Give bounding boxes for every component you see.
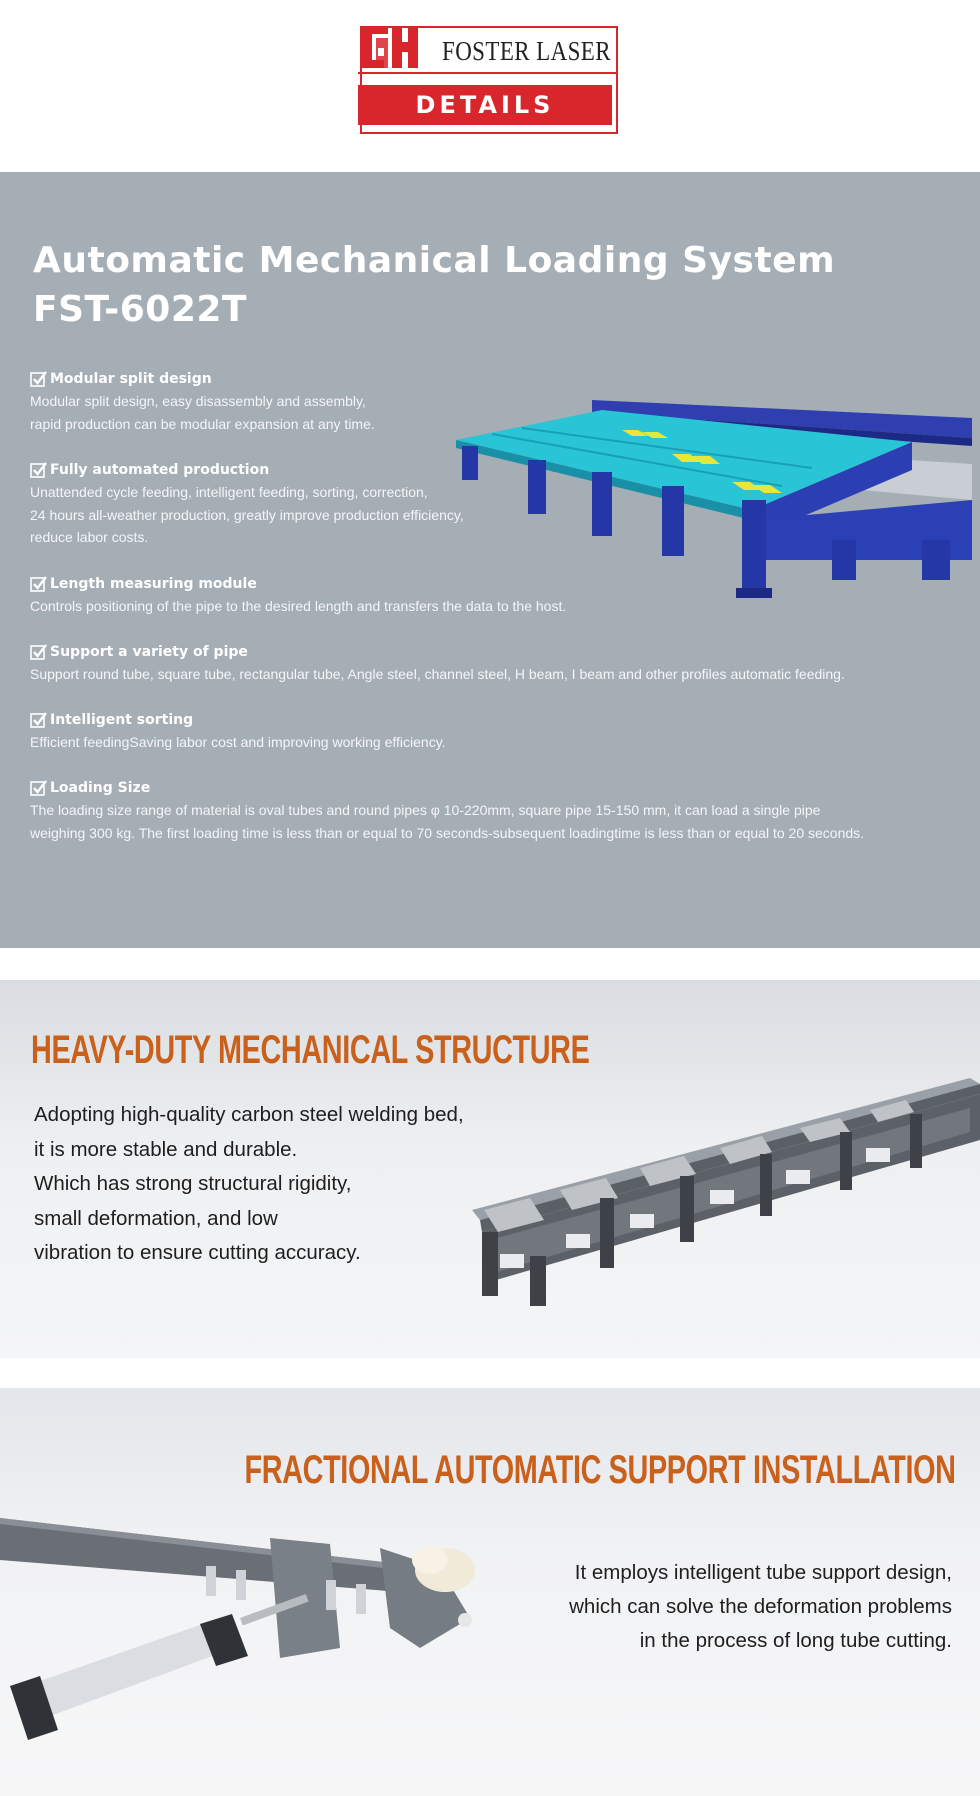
checkbox-icon: [30, 371, 47, 388]
checkbox-icon: [30, 712, 47, 729]
welding-bed-image: [470, 1070, 980, 1330]
feature-desc-line: Unattended cycle feeding, intelligent feeding, sorting, correction,: [30, 484, 428, 500]
feature-title: Intelligent sorting: [50, 712, 194, 728]
header: [0, 0, 980, 172]
feature-desc-line: weighing 300 kg. The first loading time is less than or equal to 70 seconds-subsequent loadingtime is less than or equal to 20 seconds.: [30, 824, 865, 841]
mechanical-structure-section: [0, 980, 980, 1358]
loading-machine-image: [452, 390, 980, 622]
checkbox-icon: [30, 780, 47, 797]
brand-logo: [358, 20, 620, 136]
feature-desc-line: Efficient feedingSaving labor cost and improving working efficiency.: [30, 734, 446, 750]
section-description: [34, 1098, 464, 1271]
title-line-2: FST-6022T: [33, 289, 247, 330]
feature-intelligent-sorting: [30, 709, 446, 754]
feature-desc-line: rapid production can be modular expansion at any time.: [30, 415, 375, 432]
feature-modular-split: [30, 368, 375, 435]
section-title: HEAVY-DUTY MECHANICAL STRUCTURE: [31, 1028, 590, 1072]
feature-desc-line: Controls positioning of the pipe to the desired length and transfers the data to the host.: [30, 598, 567, 614]
checkbox-icon: [30, 462, 47, 479]
tube-support-image: [0, 1508, 520, 1748]
feature-desc-line: Modular split design, easy disassembly and assembly,: [30, 393, 366, 409]
feature-desc-line: 24 hours all-weather production, greatly improve production efficiency,: [30, 506, 464, 523]
description-line: in the process of long tube cutting.: [639, 1629, 952, 1652]
feature-loading-size: [30, 777, 864, 844]
section-description: [569, 1556, 952, 1658]
checkbox-icon: [30, 576, 47, 593]
description-line: It employs intelligent tube support design,: [574, 1561, 952, 1584]
checkbox-icon: [30, 644, 47, 661]
feature-title: Fully automated production: [50, 462, 270, 478]
feature-desc-line: The loading size range of material is oval tubes and round pipes φ 10-220mm, square pipe 15-150 mm, it can load a single pipe: [30, 802, 821, 818]
logo-divider: [358, 72, 616, 74]
feature-desc-line: reduce labor costs.: [30, 529, 149, 545]
loading-system-section: [0, 172, 980, 948]
description-line: Adopting high-quality carbon steel welding bed,: [34, 1103, 464, 1126]
feature-title: Modular split design: [50, 371, 212, 387]
feature-title: Loading Size: [50, 780, 151, 796]
description-line: Which has strong structural rigidity,: [34, 1172, 352, 1195]
description-line: it is more stable and durable.: [34, 1137, 298, 1161]
support-installation-section: [0, 1388, 980, 1796]
description-line: which can solve the deformation problems: [569, 1595, 952, 1618]
details-banner: DETAILS: [358, 85, 612, 125]
feature-fully-automated: [30, 459, 464, 549]
description-line: vibration to ensure cutting accuracy.: [34, 1241, 361, 1264]
foster-laser-logo-icon: [358, 20, 420, 76]
description-line: small deformation, and low: [34, 1206, 278, 1230]
feature-pipe-variety: [30, 641, 845, 686]
feature-desc-line: Support round tube, square tube, rectangular tube, Angle steel, channel steel, H beam, I beam and other profiles automatic feeding.: [30, 666, 845, 682]
title-line-1: Automatic Mechanical Loading System: [33, 240, 836, 281]
feature-title: Length measuring module: [50, 576, 257, 592]
feature-title: Support a variety of pipe: [50, 644, 248, 660]
section-title: [33, 236, 835, 334]
brand-name: FOSTER LASER: [442, 36, 611, 66]
section-title: FRACTIONAL AUTOMATIC SUPPORT INSTALLATION: [244, 1448, 956, 1492]
